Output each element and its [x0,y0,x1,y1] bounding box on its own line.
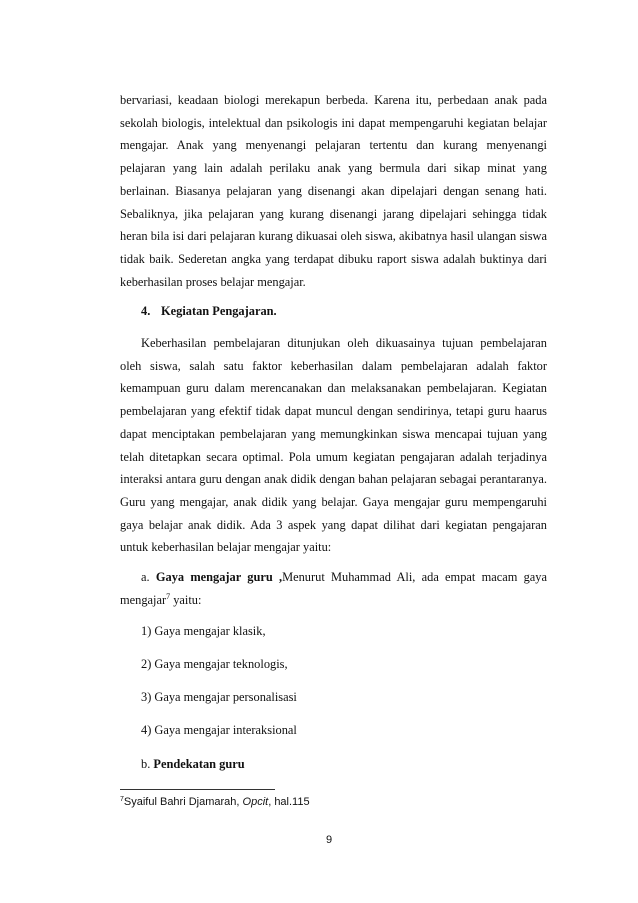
list-item: 2) Gaya mengajar teknologis, [141,657,288,671]
subsection-b-prefix: b. [141,757,151,771]
section-title: Kegiatan Pengajaran. [161,304,277,318]
subsection-a-prefix: a. [141,570,150,584]
footnote [120,795,310,809]
footnote-rest: , hal.115 [268,796,310,808]
section-heading [141,301,277,321]
subsection-b [141,754,245,774]
footnote-number: 7 [120,796,124,803]
subsection-b-title: Pendekatan guru [153,757,245,771]
subsection-a-title: Gaya mengajar guru , [155,570,283,584]
subsection-a [120,566,547,611]
body-paragraph-1: bervariasi, keadaan biologi merekapun berbeda. Karena itu, perbedaan anak pada sekolah biologis, intelektual dan psikologis ini dapat mempengaruhi kegiatan belajar mengajar. Anak yang menyenangi pelajaran tertentu dan kurang menyenangi pelajaran yang lain adalah perilaku anak yang bermula dari sikap minat yang berlainan. Biasanya pelajaran yang disenangi akan dipelajari dengan senang hati. Sebaliknya, jika pelajaran yang kurang disenangi jarang dipelajari sehingga tidak heran bila isi dari pelajaran kurang dikuasai oleh siswa, akibatnya hasil ulangan siswa tidak baik. Sederetan angka yang terdapat dibuku raport siswa adalah buktinya dari keberhasilan proses belajar mengajar. [120,93,547,289]
list-item: 1) Gaya mengajar klasik, [141,624,266,638]
page-number: 9 [326,834,333,846]
body-paragraph-2: Keberhasilan pembelajaran ditunjukan oleh dikuasainya tujuan pembelajaran oleh siswa, salah satu faktor keberhasilan dalam pembelajaran adalah faktor kemampuan guru dalam merencanakan dan melaksanakan pembelajaran. Kegiatan pembelajaran yang efektif tidak dapat muncul dengan sendirinya, tetapi guru haarus dapat menciptakan pembelajaran yang memungkinkan siswa mencapai tujuan yang telah ditetapkan secara optimal. Pola umum kegiatan pengajaran adalah terjadinya interaksi antara guru dengan anak didik dengan bahan pelajaran sebagai perantaranya. Guru yang mengajar, anak didik yang belajar. Gaya mengajar guru mempengaruhi gaya belajar anak didik. Ada 3 aspek yang dapat dilihat dari kegiatan pengajaran untuk keberhasilan belajar mengajar yaitu: [120,336,547,555]
subsection-a-suffix: yaitu: [170,592,202,607]
list-item: 3) Gaya mengajar personalisasi [141,690,297,704]
footnote-reference: 7 [166,591,171,601]
footnote-title: Opcit [242,796,269,808]
footnote-divider [120,789,275,790]
subsection-a-text: Menurut Muhammad Ali, ada empat macam gaya mengajar [120,570,547,607]
section-number: 4. [141,304,151,318]
footnote-author: Syaiful Bahri Djamarah, [123,796,243,808]
list-item: 4) Gaya mengajar interaksional [141,723,297,737]
